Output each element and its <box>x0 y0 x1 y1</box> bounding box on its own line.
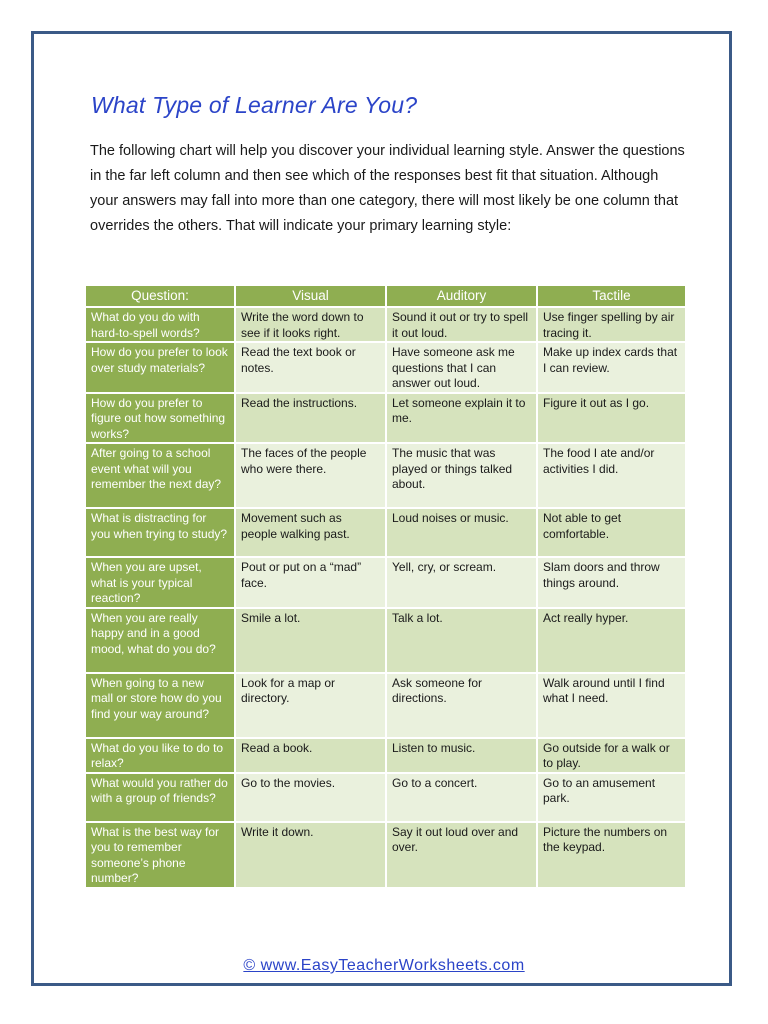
table-row <box>85 773 686 822</box>
auditory-cell: Say it out loud over and over. <box>386 822 537 888</box>
page-title: What Type of Learner Are You? <box>91 92 418 118</box>
tactile-cell: Go outside for a walk or to play. <box>537 738 686 773</box>
auditory-cell: The music that was played or things talked about. <box>386 443 537 508</box>
visual-cell: Go to the movies. <box>235 773 386 822</box>
question-cell: When you are upset, what is your typical reaction? <box>85 557 235 608</box>
header-question: Question: <box>85 285 235 307</box>
question-cell: What do you do with hard-to-spell words? <box>85 307 235 342</box>
visual-cell: Write it down. <box>235 822 386 888</box>
tactile-cell: Go to an amusement park. <box>537 773 686 822</box>
table-row <box>85 822 686 888</box>
website-link[interactable]: © www.EasyTeacherWorksheets.com <box>243 957 525 974</box>
table-row <box>85 342 686 393</box>
header-tactile: Tactile <box>537 285 686 307</box>
auditory-cell: Yell, cry, or scream. <box>386 557 537 608</box>
question-cell: When going to a new mall or store how do you find your way around? <box>85 673 235 738</box>
tactile-cell: Make up index cards that I can review. <box>537 342 686 393</box>
question-cell: What is distracting for you when trying to study? <box>85 508 235 557</box>
question-cell: When you are really happy and in a good mood, what do you do? <box>85 608 235 673</box>
auditory-cell: Have someone ask me questions that I can answer out loud. <box>386 342 537 393</box>
header-auditory: Auditory <box>386 285 537 307</box>
auditory-cell: Ask someone for directions. <box>386 673 537 738</box>
visual-cell: Read the text book or notes. <box>235 342 386 393</box>
auditory-cell: Listen to music. <box>386 738 537 773</box>
visual-cell: Movement such as people walking past. <box>235 508 386 557</box>
visual-cell: Look for a map or directory. <box>235 673 386 738</box>
visual-cell: The faces of the people who were there. <box>235 443 386 508</box>
table-row <box>85 508 686 557</box>
intro-paragraph: The following chart will help you discover your individual learning style. Answer the questions in the far left column and then see which of the responses best fit that situation. Although your answers may fall into more than one category, there will most likely be one column that overrides the others. That will indicate your primary learning style: <box>90 143 685 234</box>
tactile-cell: The food I ate and/or activities I did. <box>537 443 686 508</box>
tactile-cell: Picture the numbers on the keypad. <box>537 822 686 888</box>
visual-cell: Read the instructions. <box>235 393 386 444</box>
table-row <box>85 443 686 508</box>
auditory-cell: Go to a concert. <box>386 773 537 822</box>
learning-style-table <box>84 284 687 889</box>
table-row <box>85 557 686 608</box>
question-cell: How do you prefer to figure out how something works? <box>85 393 235 444</box>
auditory-cell: Let someone explain it to me. <box>386 393 537 444</box>
table-header-row <box>85 285 686 307</box>
table-row <box>85 673 686 738</box>
tactile-cell: Slam doors and throw things around. <box>537 557 686 608</box>
tactile-cell: Walk around until I find what I need. <box>537 673 686 738</box>
visual-cell: Smile a lot. <box>235 608 386 673</box>
tactile-cell: Act really hyper. <box>537 608 686 673</box>
tactile-cell: Figure it out as I go. <box>537 393 686 444</box>
question-cell: What would you rather do with a group of friends? <box>85 773 235 822</box>
header-visual: Visual <box>235 285 386 307</box>
footer <box>0 957 768 975</box>
auditory-cell: Talk a lot. <box>386 608 537 673</box>
tactile-cell: Not able to get comfortable. <box>537 508 686 557</box>
auditory-cell: Loud noises or music. <box>386 508 537 557</box>
auditory-cell: Sound it out or try to spell it out loud. <box>386 307 537 342</box>
table-row <box>85 608 686 673</box>
table-row <box>85 307 686 342</box>
question-cell: What is the best way for you to remember someone’s phone number? <box>85 822 235 888</box>
table-row <box>85 738 686 773</box>
question-cell: After going to a school event what will you remember the next day? <box>85 443 235 508</box>
table-row <box>85 393 686 444</box>
question-cell: What do you like to do to relax? <box>85 738 235 773</box>
tactile-cell: Use finger spelling by air tracing it. <box>537 307 686 342</box>
visual-cell: Read a book. <box>235 738 386 773</box>
visual-cell: Write the word down to see if it looks right. <box>235 307 386 342</box>
question-cell: How do you prefer to look over study materials? <box>85 342 235 393</box>
visual-cell: Pout or put on a “mad” face. <box>235 557 386 608</box>
